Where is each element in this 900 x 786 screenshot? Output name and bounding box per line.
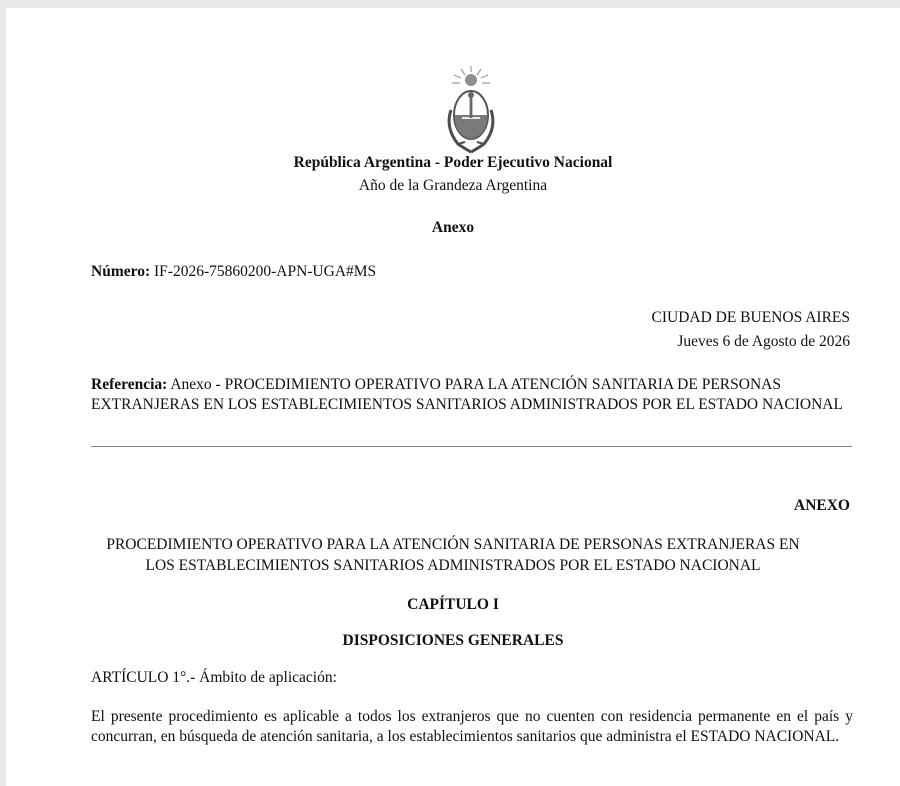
article-1-text: El presente procedimiento es aplicable a todos los extranjeros que no cuenten con residencia permanente en el país y concurran, en búsqueda de atención sanitaria, a los establecimientos sanitarios que administra el ESTADO NACIONAL. [91,708,853,745]
doc-type-heading: Anexo [431,219,475,236]
procedure-title-line-1: PROCEDIMIENTO OPERATIVO PARA LA ATENCIÓN SANITARIA DE PERSONAS EXTRANJERAS EN [106,536,800,553]
referencia-text: Anexo - PROCEDIMIENTO OPERATIVO PARA LA ATENCIÓN SANITARIA DE PERSONAS EXTRANJERAS EN LOS ESTABLECIMIENTOS SANITARIOS ADMINISTRADOS POR EL ESTADO NACIONAL [91,376,843,413]
referencia-label: Referencia: [91,376,168,393]
chapter-heading: CAPÍTULO I [407,596,499,613]
numero-value: IF-2026-75860200-APN-UGA#MS [154,263,377,280]
coat-of-arms-icon [440,66,502,154]
header-subtitle: Año de la Grandeza Argentina [358,177,548,194]
chapter-title: DISPOSICIONES GENERALES [342,632,564,649]
numero-label: Número: [91,263,151,280]
date: Jueves 6 de Agosto de 2026 [677,333,850,350]
anexo-heading: ANEXO [794,497,850,514]
article-1-heading: ARTÍCULO 1°.- Ámbito de aplicación: [91,669,337,686]
location: CIUDAD DE BUENOS AIRES [651,309,850,326]
divider [91,446,852,447]
procedure-title-line-2: LOS ESTABLECIMIENTOS SANITARIOS ADMINISTRADOS POR EL ESTADO NACIONAL [145,557,761,574]
document-page [6,8,900,786]
referencia [91,375,853,415]
numero-row [91,262,376,282]
header-title: República Argentina - Poder Ejecutivo Nacional [293,154,613,171]
